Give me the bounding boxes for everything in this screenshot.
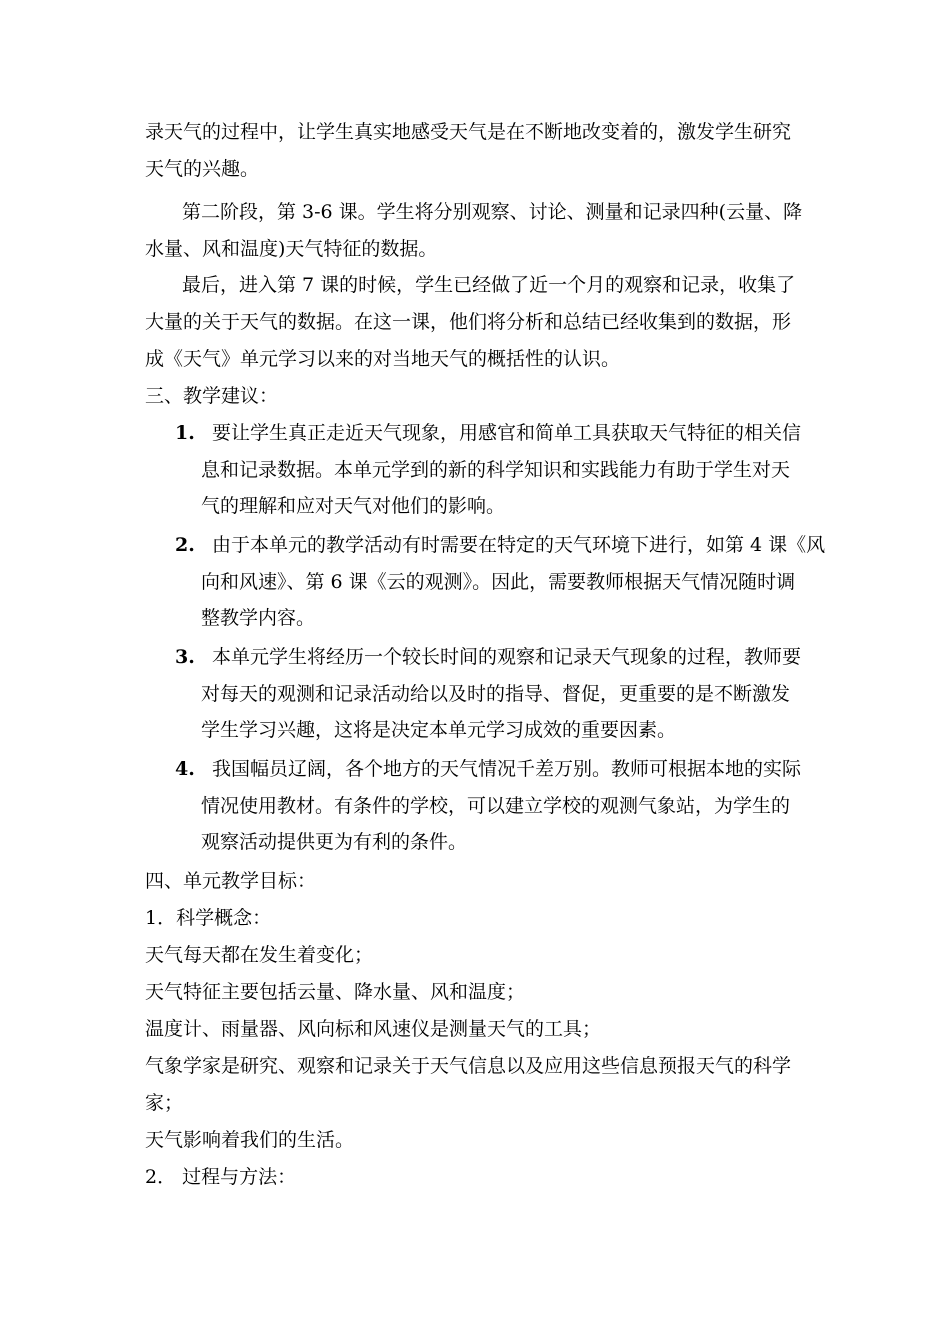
list-number: 4. bbox=[175, 758, 195, 780]
section-heading: 三、教学建议： bbox=[145, 385, 279, 407]
objective-line: 天气影响着我们的生活。 bbox=[145, 1129, 355, 1151]
paragraph-line: 成《天气》单元学习以来的对当地天气的概括性的认识。 bbox=[145, 348, 621, 370]
list-number: 1. bbox=[175, 422, 195, 444]
paragraph-line: 录天气的过程中，让学生真实地感受天气是在不断地改变着的，激发学生研究 bbox=[145, 121, 792, 143]
list-item-line: 气的理解和应对天气对他们的影响。 bbox=[201, 495, 506, 517]
list-item-line: 对每天的观测和记录活动给以及时的指导、督促，更重要的是不断激发 bbox=[201, 683, 791, 705]
paragraph-line: 第二阶段，第 3-6 课。学生将分别观察、讨论、测量和记录四种(云量、降 bbox=[182, 201, 803, 223]
list-item-line: 我国幅员辽阔，各个地方的天气情况千差万别。教师可根据本地的实际 bbox=[212, 758, 802, 780]
paragraph-line: 水量、风和温度)天气特征的数据。 bbox=[145, 238, 438, 260]
list-number: 2. bbox=[175, 534, 195, 556]
paragraph-line: 最后，进入第 7 课的时候，学生已经做了近一个月的观察和记录，收集了 bbox=[182, 274, 796, 296]
list-item-line: 观察活动提供更为有利的条件。 bbox=[201, 831, 468, 853]
paragraph-line: 天气的兴趣。 bbox=[145, 158, 260, 180]
objective-line: 天气特征主要包括云量、降水量、风和温度； bbox=[145, 981, 526, 1003]
section-heading: 四、单元教学目标： bbox=[145, 870, 317, 892]
objective-line: 家； bbox=[145, 1092, 184, 1114]
list-item-line: 向和风速》、第 6 课《云的观测》。因此，需要教师根据天气情况随时调 bbox=[201, 571, 796, 593]
list-number: 3. bbox=[175, 646, 195, 668]
objective-line: 气象学家是研究、观察和记录关于天气信息以及应用这些信息预报天气的科学 bbox=[145, 1055, 792, 1077]
list-item-line: 息和记录数据。本单元学到的新的科学知识和实践能力有助于学生对天 bbox=[201, 459, 791, 481]
subsection-heading: 2． 过程与方法： bbox=[145, 1166, 297, 1188]
list-item-line: 要让学生真正走近天气现象，用感官和简单工具获取天气特征的相关信 bbox=[212, 422, 802, 444]
list-item-line: 由于本单元的教学活动有时需要在特定的天气环境下进行，如第 4 课《风 bbox=[212, 534, 826, 556]
paragraph-line: 大量的关于天气的数据。在这一课，他们将分析和总结已经收集到的数据，形 bbox=[145, 311, 792, 333]
list-item-line: 情况使用教材。有条件的学校，可以建立学校的观测气象站，为学生的 bbox=[201, 795, 791, 817]
list-item-line: 学生学习兴趣，这将是决定本单元学习成效的重要因素。 bbox=[201, 719, 677, 741]
objective-line: 天气每天都在发生着变化； bbox=[145, 944, 374, 966]
subsection-heading: 1．科学概念： bbox=[145, 907, 272, 929]
list-item-line: 整教学内容。 bbox=[201, 607, 316, 629]
objective-line: 温度计、雨量器、风向标和风速仪是测量天气的工具； bbox=[145, 1018, 602, 1040]
list-item-line: 本单元学生将经历一个较长时间的观察和记录天气现象的过程，教师要 bbox=[212, 646, 802, 668]
